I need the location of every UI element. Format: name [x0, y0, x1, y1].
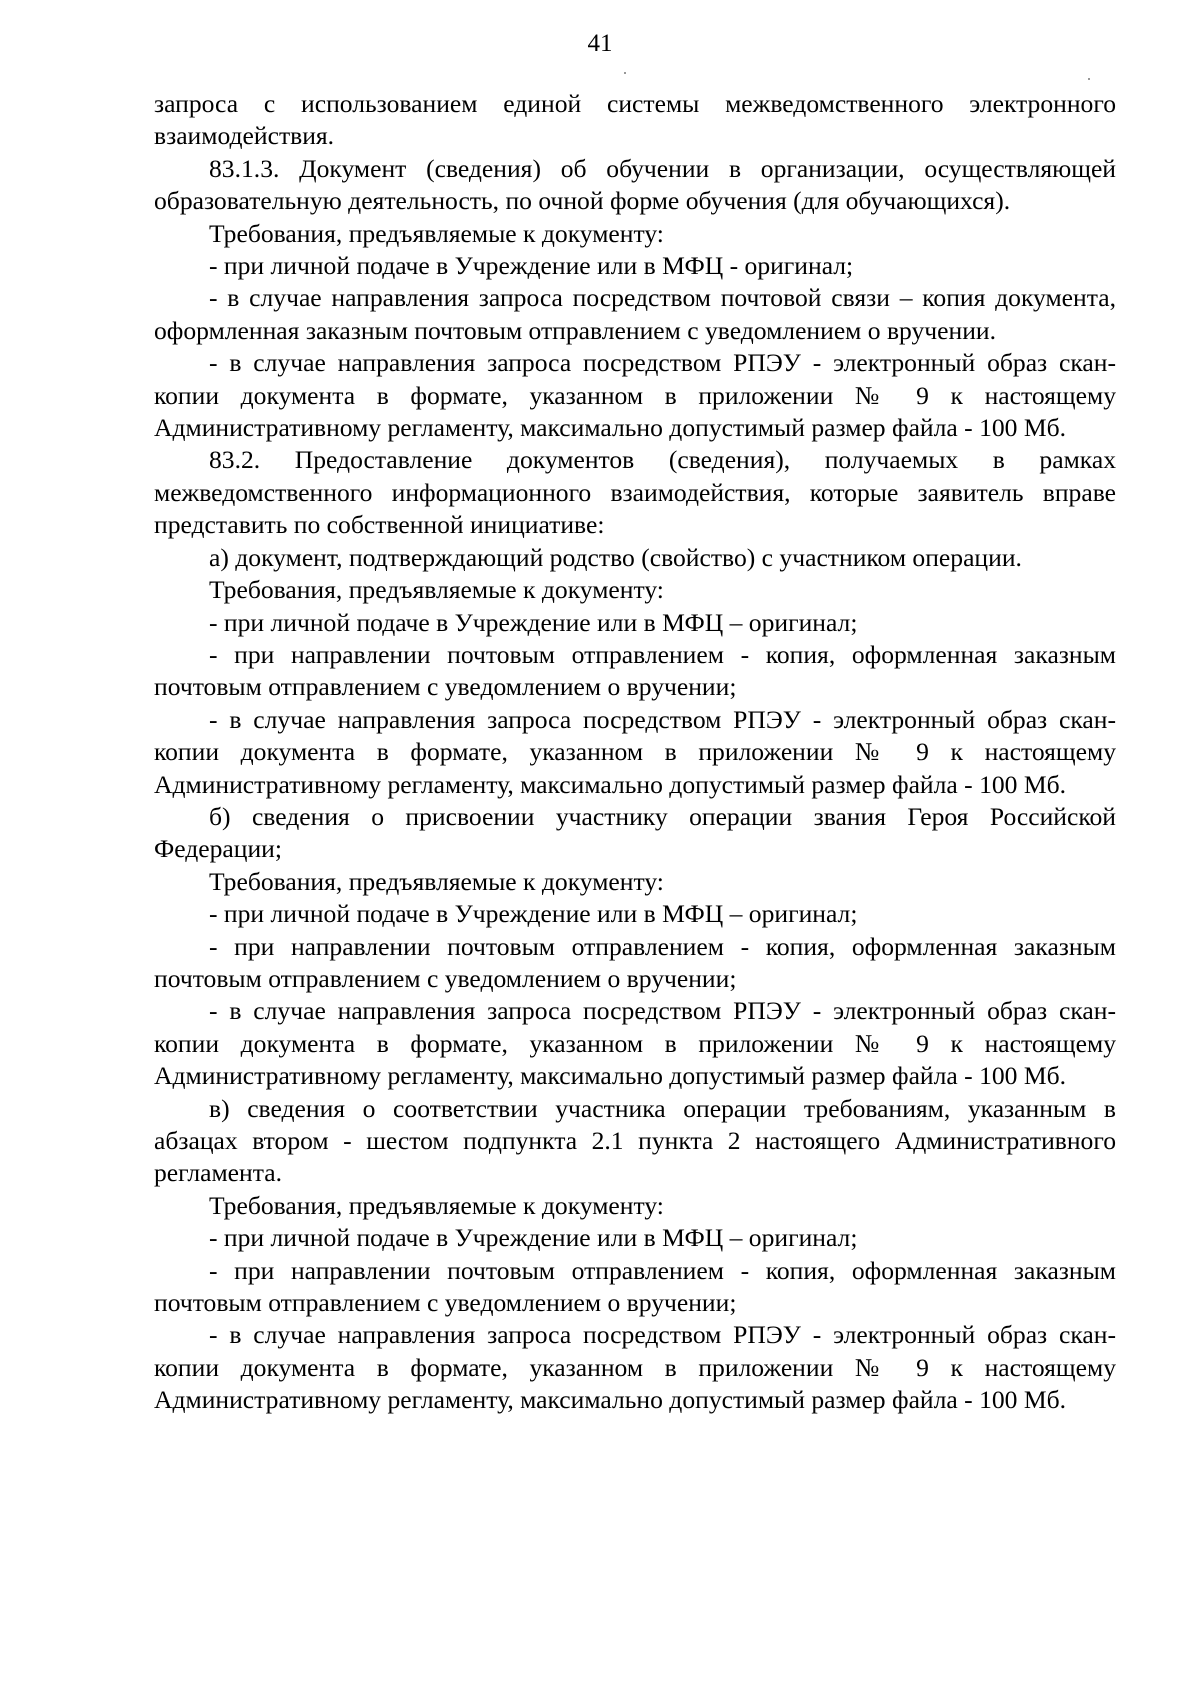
document-body	[154, 88, 1116, 1417]
paragraph: в) сведения о соответствии участника операции требованиям, указанным в абзацах втором - шестом подпункта 2.1 пункта 2 настоящего Административного регламента.	[154, 1093, 1116, 1188]
paragraph: б) сведения о присвоении участнику операции звания Героя Российской Федерации;	[154, 801, 1116, 864]
paragraph: Требования, предъявляемые к документу:	[209, 1190, 664, 1220]
paragraph: - при личной подаче в Учреждение или в МФЦ – оригинал;	[209, 1223, 858, 1253]
paragraph: - при личной подаче в Учреждение или в МФЦ – оригинал;	[209, 899, 858, 929]
paragraph: Требования, предъявляемые к документу:	[209, 866, 664, 896]
page-number: 41	[587, 30, 613, 57]
paragraph: - в случае направления запроса посредством почтовой связи – копия документа, оформленная заказным почтовым отправлением с уведомлением о вручении.	[154, 283, 1116, 345]
paragraph: - в случае направления запроса посредством РПЭУ - электронный образ скан-копии документа в формате, указанном в приложении № 9 к настоящему Административному регламенту, максимально допустимый размер файла - 100 Мб.	[154, 704, 1116, 799]
paragraph: - при личной подаче в Учреждение или в МФЦ - оригинал;	[209, 251, 854, 281]
scan-speck	[624, 72, 626, 74]
scan-speck	[1088, 78, 1090, 80]
paragraph: а) документ, подтверждающий родство (свойство) с участником операции.	[209, 542, 1022, 572]
paragraph: Требования, предъявляемые к документу:	[209, 575, 664, 605]
paragraph: - в случае направления запроса посредством РПЭУ - электронный образ скан-копии документа в формате, указанном в приложении № 9 к настоящему Административному регламенту, максимально допустимый размер файла - 100 Мб.	[154, 348, 1116, 443]
paragraph: - в случае направления запроса посредством РПЭУ - электронный образ скан-копии документа в формате, указанном в приложении № 9 к настоящему Административному регламенту, максимально допустимый размер файла - 100 Мб.	[154, 996, 1116, 1091]
paragraph: 83.1.3. Документ (сведения) об обучении в организации, осуществляющей образовательную деятельность, по очной форме обучения (для обучающихся).	[154, 153, 1116, 216]
paragraph: - в случае направления запроса посредством РПЭУ - электронный образ скан-копии документа в формате, указанном в приложении № 9 к настоящему Административному регламенту, максимально допустимый размер файла - 100 Мб.	[154, 1320, 1116, 1415]
paragraph: - при личной подаче в Учреждение или в МФЦ – оригинал;	[209, 607, 858, 637]
paragraph: - при направлении почтовым отправлением - копия, оформленная заказным почтовым отправлением с уведомлением о вручении;	[154, 1255, 1116, 1318]
paragraph: Требования, предъявляемые к документу:	[209, 218, 664, 248]
paragraph: 83.2. Предоставление документов (сведения), получаемых в рамках межведомственного информационного взаимодействия, которые заявитель вправе представить по собственной инициативе:	[154, 445, 1116, 540]
paragraph: запроса с использованием единой системы межведомственного электронного взаимодействия.	[154, 89, 1116, 151]
paragraph: - при направлении почтовым отправлением - копия, оформленная заказным почтовым отправлением с уведомлением о вручении;	[154, 639, 1116, 702]
paragraph: - при направлении почтовым отправлением - копия, оформленная заказным почтовым отправлением с уведомлением о вручении;	[154, 931, 1116, 993]
